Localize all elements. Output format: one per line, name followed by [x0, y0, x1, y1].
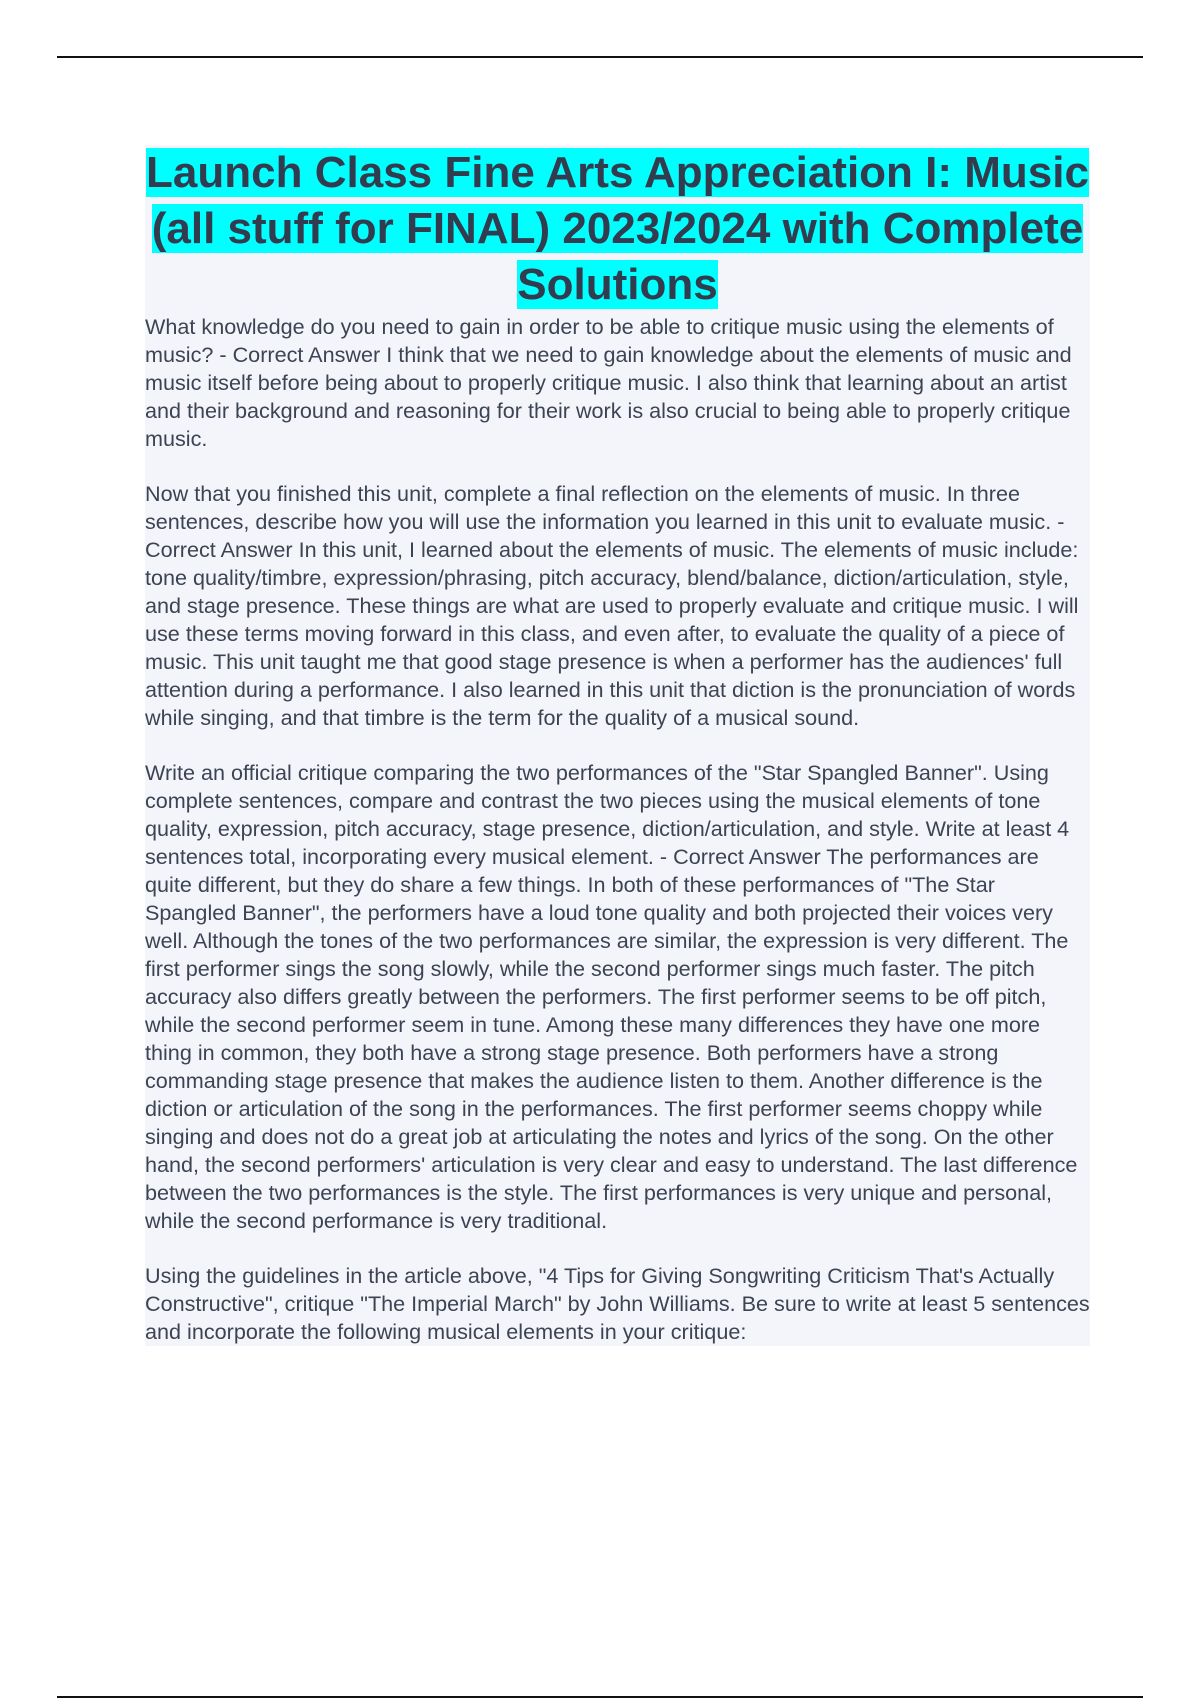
document-title — [145, 145, 1090, 313]
top-rule — [57, 56, 1143, 58]
bottom-rule — [57, 1696, 1143, 1698]
title-highlight: Launch Class Fine Arts Appreciation I: Music (all stuff for FINAL) 2023/2024 with Complete Solutions — [146, 148, 1089, 309]
paragraph-reflection: Now that you finished this unit, complete a final reflection on the elements of music. In three sentences, describe how you will use the information you learned in this unit to evaluate music. - Correct Answer In this unit, I learned about the elements of music. The elements of music include: tone quality/timbre, expression/phrasing, pitch accuracy, blend/balance, diction/articulation, style, and stage presence. These things are what are used to properly evaluate and critique music. I will use these terms moving forward in this class, and even after, to evaluate the quality of a piece of music. This unit taught me that good stage presence is when a performer has the audiences' full attention during a performance. I also learned in this unit that diction is the pronunciation of words while singing, and that timbre is the term for the quality of a musical sound. — [145, 481, 1079, 730]
paragraph-knowledge: What knowledge do you need to gain in order to be able to critique music using the elements of music? - Correct Answer I think that we need to gain knowledge about the elements of music and music itself before being about to properly critique music. I also think that learning about an artist and their background and reasoning for their work is also crucial to being able to properly critique music. — [145, 314, 1072, 451]
paragraph-critique-comparison: Write an official critique comparing the two performances of the "Star Spangled Banner". Using complete sentences, compare and contrast the two pieces using the musical elements of tone quality, expression, pitch accuracy, stage presence, diction/articulation, and style. Write at least 4 sentences total, incorporating every musical element. - Correct Answer The performances are quite different, but they do share a few things. In both of these performances of "The Star Spangled Banner", the performers have a loud tone quality and both projected their voices very well. Although the tones of the two performances are similar, the expression is very different. The first performer sings the song slowly, while the second performer sings much faster. The pitch accuracy also differs greatly between the performers. The first performer seems to be off pitch, while the second performer seem in tune. Among these many differences they have one more thing in common, they both have a strong stage presence. Both performers have a strong commanding stage presence that makes the audience listen to them. Another difference is the diction or articulation of the song in the performances. The first performer seems choppy while singing and does not do a great job at articulating the notes and lyrics of the song. On the other hand, the second performers' articulation is very clear and easy to understand. The last difference between the two performances is the style. The first performances is very unique and personal, while the second performance is very traditional. — [145, 760, 1078, 1233]
document-body — [145, 145, 1090, 1346]
paragraph-imperial-march: Using the guidelines in the article above, "4 Tips for Giving Songwriting Criticism That's Actually Constructive", critique "The Imperial March" by John Williams. Be sure to write at least 5 sentences and incorporate the following musical elements in your critique: — [145, 1263, 1090, 1344]
